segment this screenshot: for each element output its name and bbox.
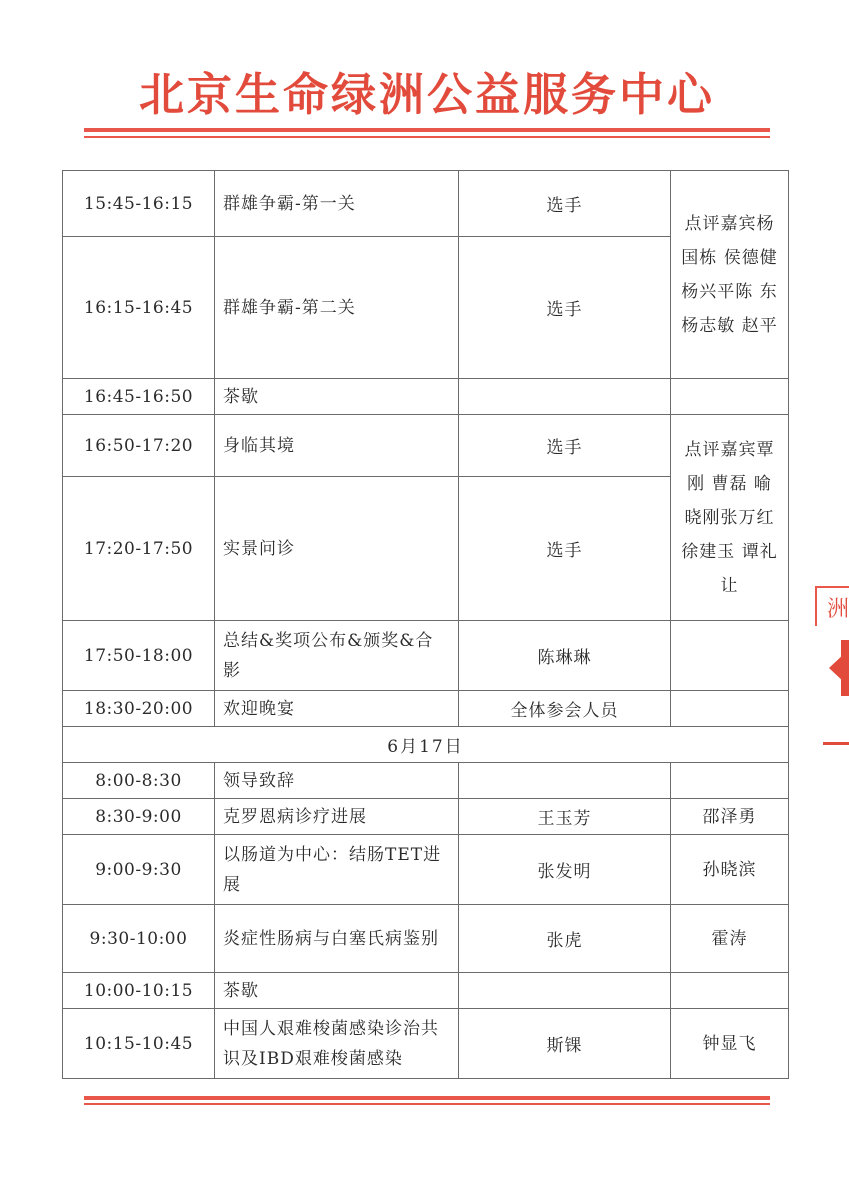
speaker-cell: 张发明 bbox=[459, 835, 671, 905]
footer-rule-thick bbox=[84, 1096, 770, 1100]
schedule-table bbox=[62, 170, 789, 1079]
table-row bbox=[63, 905, 789, 973]
date-divider: 6月17日 bbox=[63, 727, 789, 763]
date-divider-row bbox=[63, 727, 789, 763]
time-cell: 16:45-16:50 bbox=[63, 379, 215, 415]
time-cell: 10:00-10:15 bbox=[63, 973, 215, 1009]
host-cell: 霍涛 bbox=[671, 905, 789, 973]
time-cell: 17:20-17:50 bbox=[63, 477, 215, 621]
topic-cell: 炎症性肠病与白塞氏病鉴别 bbox=[215, 905, 459, 973]
topic-cell: 欢迎晚宴 bbox=[215, 691, 459, 727]
host-cell bbox=[671, 379, 789, 415]
topic-cell: 领导致辞 bbox=[215, 763, 459, 799]
speaker-cell: 斯锞 bbox=[459, 1009, 671, 1079]
review-panel-2: 点评嘉宾覃 刚 曹磊 喻晓刚张万红 徐建玉 谭礼让 bbox=[671, 415, 789, 621]
host-cell bbox=[671, 973, 789, 1009]
time-cell: 8:30-9:00 bbox=[63, 799, 215, 835]
table-row bbox=[63, 799, 789, 835]
table-row bbox=[63, 415, 789, 477]
time-cell: 9:30-10:00 bbox=[63, 905, 215, 973]
table-row bbox=[63, 691, 789, 727]
table-row bbox=[63, 763, 789, 799]
topic-cell: 中国人艰难梭菌感染诊治共识及IBD艰难梭菌感染 bbox=[215, 1009, 459, 1079]
seal-fragment: 洲 bbox=[815, 586, 849, 626]
time-cell: 16:15-16:45 bbox=[63, 237, 215, 379]
host-cell bbox=[671, 621, 789, 691]
topic-cell: 茶歇 bbox=[215, 973, 459, 1009]
time-cell: 8:00-8:30 bbox=[63, 763, 215, 799]
speaker-cell bbox=[459, 379, 671, 415]
header-rule-thick bbox=[84, 128, 770, 132]
topic-cell: 总结&奖项公布&颁奖&合影 bbox=[215, 621, 459, 691]
table-row bbox=[63, 835, 789, 905]
table-row bbox=[63, 973, 789, 1009]
seal-fragment-line bbox=[823, 742, 849, 745]
time-cell: 9:00-9:30 bbox=[63, 835, 215, 905]
time-cell: 16:50-17:20 bbox=[63, 415, 215, 477]
topic-cell: 实景问诊 bbox=[215, 477, 459, 621]
speaker-cell: 选手 bbox=[459, 171, 671, 237]
review-panel-1: 点评嘉宾杨国栋 侯德健 杨兴平陈 东 杨志敏 赵平 bbox=[671, 171, 789, 379]
speaker-cell: 选手 bbox=[459, 477, 671, 621]
host-cell bbox=[671, 691, 789, 727]
speaker-cell bbox=[459, 763, 671, 799]
org-letterhead: 北京生命绿洲公益服务中心 bbox=[138, 68, 715, 121]
time-cell: 18:30-20:00 bbox=[63, 691, 215, 727]
speaker-cell: 王玉芳 bbox=[459, 799, 671, 835]
topic-cell: 群雄争霸-第二关 bbox=[215, 237, 459, 379]
speaker-cell: 张虎 bbox=[459, 905, 671, 973]
table-row bbox=[63, 621, 789, 691]
host-cell: 邵泽勇 bbox=[671, 799, 789, 835]
time-cell: 10:15-10:45 bbox=[63, 1009, 215, 1079]
speaker-cell: 选手 bbox=[459, 415, 671, 477]
header-rule-thin bbox=[84, 136, 770, 138]
host-cell: 钟显飞 bbox=[671, 1009, 789, 1079]
topic-cell: 群雄争霸-第一关 bbox=[215, 171, 459, 237]
host-cell bbox=[671, 763, 789, 799]
host-cell: 孙晓滨 bbox=[671, 835, 789, 905]
speaker-cell: 全体参会人员 bbox=[459, 691, 671, 727]
time-cell: 17:50-18:00 bbox=[63, 621, 215, 691]
topic-cell: 身临其境 bbox=[215, 415, 459, 477]
speaker-cell bbox=[459, 973, 671, 1009]
footer-rule-thin bbox=[84, 1103, 770, 1105]
topic-cell: 克罗恩病诊疗进展 bbox=[215, 799, 459, 835]
speaker-cell: 陈琳琳 bbox=[459, 621, 671, 691]
topic-cell: 以肠道为中心：结肠TET进展 bbox=[215, 835, 459, 905]
time-cell: 15:45-16:15 bbox=[63, 171, 215, 237]
seal-fragment-shape bbox=[829, 640, 849, 696]
table-row bbox=[63, 171, 789, 237]
table-row bbox=[63, 379, 789, 415]
topic-cell: 茶歇 bbox=[215, 379, 459, 415]
speaker-cell: 选手 bbox=[459, 237, 671, 379]
table-row bbox=[63, 1009, 789, 1079]
